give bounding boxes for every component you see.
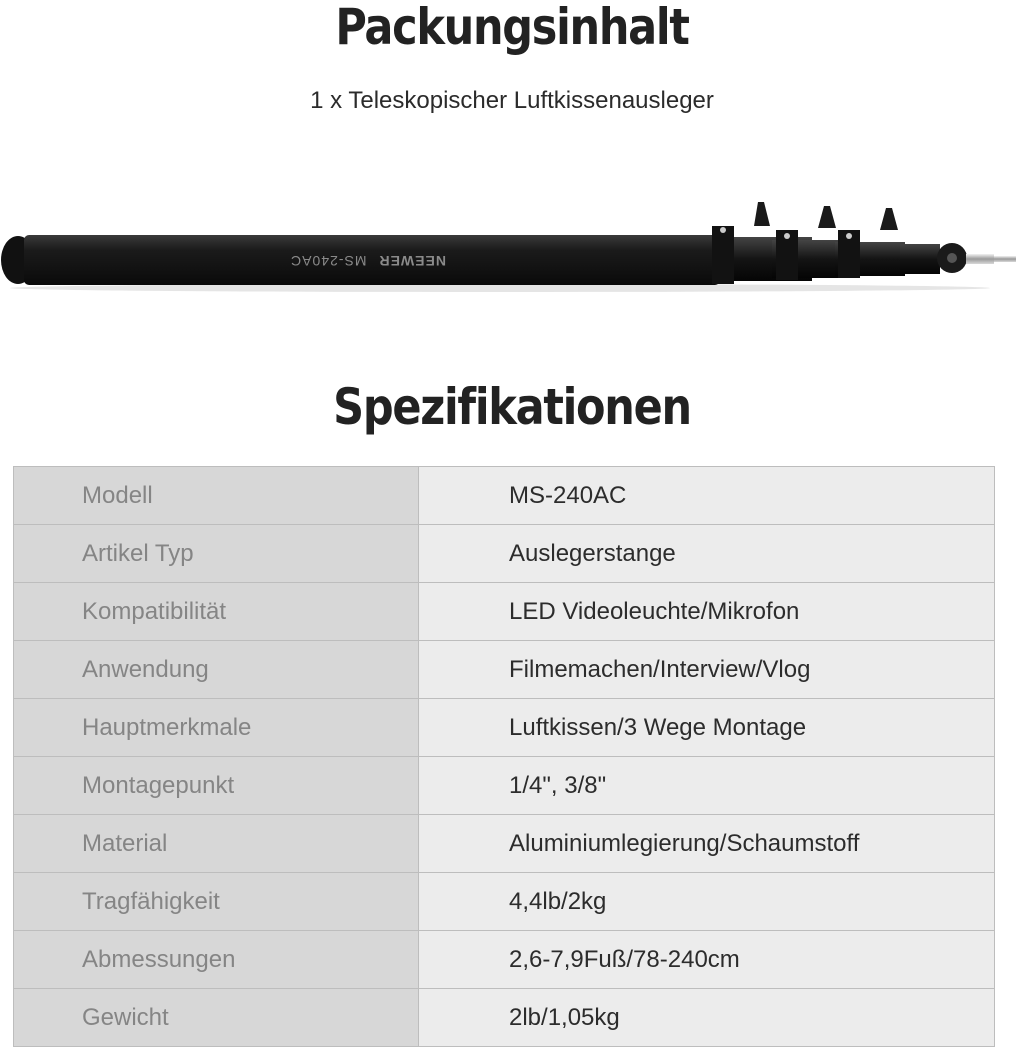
spec-row <box>14 757 995 815</box>
specs-table <box>13 466 995 1047</box>
spec-row <box>14 873 995 931</box>
spec-value: Auslegerstange <box>419 525 995 583</box>
spec-label: Kompatibilität <box>14 583 419 641</box>
pole-brand-text: NEEWER <box>378 253 446 270</box>
spec-row <box>14 525 995 583</box>
spec-row <box>14 467 995 525</box>
spec-label: Anwendung <box>14 641 419 699</box>
spec-label: Gewicht <box>14 989 419 1047</box>
packing-title: Packungsinhalt <box>335 0 689 56</box>
spec-value: 4,4lb/2kg <box>419 873 995 931</box>
spec-value: 2lb/1,05kg <box>419 989 995 1047</box>
spec-value: LED Videoleuchte/Mikrofon <box>419 583 995 641</box>
spec-value: Filmemachen/Interview/Vlog <box>419 641 995 699</box>
spec-label: Montagepunkt <box>14 757 419 815</box>
spec-label: Artikel Typ <box>14 525 419 583</box>
spec-label: Tragfähigkeit <box>14 873 419 931</box>
spec-label: Modell <box>14 467 419 525</box>
spec-row <box>14 641 995 699</box>
spec-value: 2,6-7,9Fuß/78-240cm <box>419 931 995 989</box>
boom-pole-image <box>0 190 1024 300</box>
spec-row <box>14 815 995 873</box>
spec-label: Abmessungen <box>14 931 419 989</box>
spec-row <box>14 989 995 1047</box>
spec-value: Luftkissen/3 Wege Montage <box>419 699 995 757</box>
spec-value: 1/4", 3/8" <box>419 757 995 815</box>
spec-label: Material <box>14 815 419 873</box>
specs-table-body <box>14 467 995 1047</box>
spec-row <box>14 583 995 641</box>
spec-row <box>14 699 995 757</box>
spec-value: MS-240AC <box>419 467 995 525</box>
packing-item: 1 x Teleskopischer Luftkissenausleger <box>310 87 714 114</box>
specs-title: Spezifikationen <box>333 378 691 436</box>
spec-label: Hauptmerkmale <box>14 699 419 757</box>
spec-value: Aluminiumlegierung/Schaumstoff <box>419 815 995 873</box>
spec-row <box>14 931 995 989</box>
pole-model-text: MS-240AC <box>290 253 367 270</box>
